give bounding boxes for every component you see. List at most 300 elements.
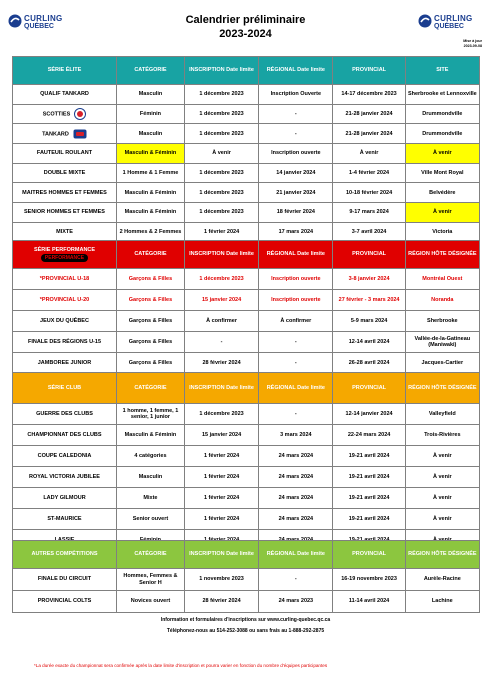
cell-text: Masculin & Féminin [124,189,177,196]
cell-text: Belvédère [429,189,456,196]
table-cell [117,290,185,311]
column-header-site: RÉGION HÔTE DÉSIGNÉE [405,541,479,569]
column-header: RÉGIONAL Date limite [259,373,333,404]
table-cell [333,311,405,332]
table-cell [184,488,258,509]
section-title-text: SÉRIE ÉLITE [47,67,82,74]
cell-text: Masculin & Féminin [124,431,177,438]
event-name [13,332,117,353]
event-name [13,446,117,467]
table-cell [405,446,479,467]
column-header: PROVINCIAL [333,57,405,85]
cell-text: CHAMPIONNAT DES CLUBS [27,431,102,438]
cell-text: Inscription ouverte [271,150,321,157]
cell-text: 24 mars 2024 [278,452,314,459]
cell-text: FINALE DU CIRCUIT [37,576,92,583]
update-label: Mise à jour [463,39,482,43]
table-cell [259,509,333,530]
scotties-logo-icon [74,108,86,120]
table-row [13,332,480,353]
table-cell [333,203,405,223]
cell-text: 9-17 mars 2024 [349,209,389,216]
table-cell [333,425,405,446]
cell-text: Noranda [431,296,454,303]
table-cell [184,163,258,183]
footnote: *La durée exacte du championnat sera confirmée après la date limite d'inscription et pourra varier en fonction du nombre d'équipes participantes [34,663,328,668]
cell-text: LADY GILMOUR [43,494,86,501]
table-cell [405,104,479,124]
table-cell [184,332,258,353]
table-cell [405,269,479,290]
section-title [13,57,117,85]
table-cell [117,591,185,613]
cell-text: - [220,338,223,345]
cell-text: Mixte [143,494,158,501]
cell-text: 3-8 janvier 2024 [348,275,390,282]
column-header: RÉGIONAL Date limite [259,57,333,85]
cell-text: Inscription Ouverte [270,91,322,98]
section-header-row [13,57,480,85]
section-title [13,373,117,404]
event-name [13,569,117,591]
section-title-text: SÉRIE CLUB [47,384,82,391]
cell-text: Inscription ouverte [271,296,321,303]
cell-text: MAITRES HOMMES ET FEMMES [22,189,107,196]
table-cell [405,85,479,105]
cell-text: Garçons & Filles [128,296,173,303]
table-cell [117,332,185,353]
cell-text: Masculin & Féminin [124,150,177,157]
cell-text: PROVINCIAL COLTS [37,598,92,605]
table-cell [184,124,258,144]
event-name [13,269,117,290]
cell-text: 24 mars 2024 [278,494,314,501]
logo-line-2: QUÉBEC [434,23,464,30]
page-subtitle-season: 2023-2024 [219,28,272,40]
table-row [13,425,480,446]
cell-text: MIXTE [56,228,73,235]
cell-text: 16-19 novembre 2023 [341,576,397,583]
table-cell [259,183,333,203]
table-cell [333,446,405,467]
table-cell [259,446,333,467]
cell-text: GUERRE DES CLUBS [36,410,93,417]
cell-text: 21 janvier 2024 [276,189,316,196]
table-row [13,404,480,425]
cell-text: Jacques-Cartier [421,359,464,366]
cell-text: SCOTTIES [42,111,71,118]
cell-text: 17 mars 2024 [278,228,314,235]
event-name [13,124,117,144]
cell-text: 1 décembre 2023 [199,189,244,196]
table-cell [184,183,258,203]
table-cell [259,163,333,183]
update-note [463,39,482,49]
cell-text: 19-21 avril 2024 [348,473,390,480]
cell-text: Lachine [431,598,453,605]
cell-text: Ville Mont Royal [421,169,464,176]
cell-text: 1 février 2024 [203,452,240,459]
column-header: PROVINCIAL [333,541,405,569]
table-cell [117,467,185,488]
table-cell [405,332,479,353]
cell-text: 1 décembre 2023 [199,110,244,117]
cell-text: Trois-Rivières [424,431,461,438]
cell-text: 19-21 avril 2024 [348,515,390,522]
table-cell [259,353,333,374]
cell-text: 24 mars 2024 [278,515,314,522]
table-cell [259,104,333,124]
table-row [13,183,480,203]
event-name [13,509,117,530]
event-name [13,104,117,124]
table-cell [184,353,258,374]
column-header: CATÉGORIE [117,57,185,85]
table-cell [259,203,333,223]
table-cell [184,446,258,467]
cell-text: Féminin [139,110,161,117]
cell-text: À venir [212,150,231,157]
cell-text: Valleyfield [428,410,456,417]
cell-text: 24 mars 2024 [278,473,314,480]
cell-text: Masculin & Féminin [124,209,177,216]
table-cell [333,124,405,144]
table-cell [117,569,185,591]
event-name [13,404,117,425]
update-date: 2023-09-08 [463,44,482,48]
table-cell [259,269,333,290]
cell-text: 1 février 2024 [203,515,240,522]
table-cell [259,311,333,332]
table-row [13,269,480,290]
cell-text: - [294,359,297,366]
column-header: RÉGIONAL Date limite [259,241,333,269]
table-cell [405,569,479,591]
cell-text: 1 février 2024 [203,536,240,543]
table-cell [405,467,479,488]
table-cell [333,332,405,353]
table-row [13,488,480,509]
cell-text: Garçons & Filles [128,338,173,345]
table-cell [405,183,479,203]
cell-text: 21-28 janvier 2024 [345,130,393,137]
section-title [13,241,117,269]
cell-text: - [294,338,297,345]
column-header-site: SITE [405,57,479,85]
cell-text: 4 catégories [134,452,167,459]
section-header-row [13,541,480,569]
table-cell [259,404,333,425]
table-cell [405,124,479,144]
table-cell [259,488,333,509]
event-name [13,591,117,613]
table-cell [259,467,333,488]
column-header-site: RÉGION HÔTE DÉSIGNÉE [405,241,479,269]
cell-text: Drummondville [422,130,463,137]
cell-text: 27 février - 3 mars 2024 [338,296,400,303]
cell-text: 3-7 avril 2024 [351,228,387,235]
table-cell [117,163,185,183]
cell-text: 14 janvier 2024 [276,169,316,176]
table-cell [184,569,258,591]
cell-text: 10-18 février 2024 [345,189,393,196]
table-row [13,163,480,183]
cell-text: Inscription ouverte [271,275,321,282]
table-cell [117,85,185,105]
table-row [13,569,480,591]
table-cell [259,569,333,591]
table-row [13,467,480,488]
event-name [13,488,117,509]
table-cell [117,509,185,530]
table-cell [184,104,258,124]
cell-text: À venir [433,150,452,157]
cell-text: JAMBOREE JUNIOR [37,359,92,366]
event-name [13,85,117,105]
table-cell [184,269,258,290]
table-row [13,85,480,105]
table-cell [333,569,405,591]
cell-text: À venir [359,150,379,157]
table-cell [405,144,479,164]
cell-text: - [294,110,297,117]
event-name [13,425,117,446]
cell-text: Vallée-de-la-Gatineau (Maniwaki) [414,335,471,348]
logo-line-1: CURLING [24,14,63,23]
cell-text: COUPE CALEDONIA [37,452,92,459]
cell-text: Garçons & Filles [128,359,173,366]
table-cell [184,425,258,446]
table-cell [184,144,258,164]
cell-text: 1 février 2024 [203,473,240,480]
table-cell [405,311,479,332]
table-cell [259,290,333,311]
footer-phone: Téléphonez-nous au 514-252-3088 ou sans frais au 1-888-292-2875 [166,628,325,634]
cell-text: DOUBLE MIXTE [43,169,86,176]
section-title-text: SÉRIE PERFORMANCE [33,246,96,253]
cell-text: À venir [433,536,452,543]
section-title [13,541,117,569]
cell-text: 2 Hommes & 2 Femmes [119,228,182,235]
event-name [13,311,117,332]
table-cell [333,488,405,509]
cell-text: Masculin [138,473,163,480]
table-cell [333,144,405,164]
table-cell [333,163,405,183]
section-header-row [13,373,480,404]
cell-text: - [294,410,297,417]
column-header: PROVINCIAL [333,241,405,269]
cell-text: 1 décembre 2023 [199,410,244,417]
table-row [13,353,480,374]
table-cell [405,290,479,311]
cell-text: À venir [433,515,452,522]
cell-text: 11-14 avril 2024 [348,598,390,605]
table-row [13,509,480,530]
table-cell [405,425,479,446]
event-name [13,203,117,223]
logo-line-1: CURLING [434,14,473,23]
table-cell [259,124,333,144]
performance-badge: PERFORMANCE [41,254,88,262]
table-cell [117,203,185,223]
column-header: INSCRIPTION Date limite [184,57,258,85]
cell-text: Drummondville [422,110,463,117]
cell-text: 5-9 mars 2024 [350,317,388,324]
table-cell [184,311,258,332]
table-row [13,591,480,613]
table-cell [259,332,333,353]
table-cell [184,85,258,105]
table-cell [333,467,405,488]
cell-text: 1 décembre 2023 [199,130,244,137]
table-cell [405,203,479,223]
table-row [13,144,480,164]
table-cell [117,404,185,425]
table-cell [333,104,405,124]
cell-text: - [294,130,297,137]
table-cell [259,85,333,105]
cell-text: À venir [433,494,452,501]
column-header: INSCRIPTION Date limite [184,373,258,404]
cell-text: QUALIF TANKARD [40,91,89,98]
cell-text: SENIOR HOMMES ET FEMMES [24,209,105,216]
cell-text: 28 février 2024 [202,598,241,605]
column-header: CATÉGORIE [117,241,185,269]
cell-text: 1 homme, 1 femme, 1 senior, 1 junior [122,407,179,420]
cell-text: 1 Homme & 1 Femme [122,169,179,176]
column-header: INSCRIPTION Date limite [184,241,258,269]
table-cell [333,509,405,530]
table-cell [259,425,333,446]
cell-text: ROYAL VICTORIA JUBILEE [29,473,100,480]
table-cell [333,183,405,203]
table-cell [117,488,185,509]
cell-text: 15 janvier 2024 [201,296,242,303]
table-cell [117,269,185,290]
table-cell [117,144,185,164]
table-cell [184,290,258,311]
cell-text: 19-21 avril 2024 [348,452,390,459]
section-header-row [13,241,480,269]
column-header: RÉGIONAL Date limite [259,541,333,569]
column-header: CATÉGORIE [117,541,185,569]
column-header: INSCRIPTION Date limite [184,541,258,569]
cell-text: *PROVINCIAL U-20 [39,296,90,303]
cell-text: 1 décembre 2023 [199,209,244,216]
cell-text: 28 février 2024 [202,359,241,366]
column-header-site: RÉGION HÔTE DÉSIGNÉE [405,373,479,404]
section-table [12,240,480,374]
cell-text: 1 février 2024 [203,228,240,235]
cell-text: Masculin [138,91,163,98]
table-cell [117,183,185,203]
section-title-text: AUTRES COMPÉTITIONS [31,551,98,558]
event-name [13,290,117,311]
table-cell [405,353,479,374]
cell-text: ST-MAURICE [47,515,82,522]
cell-text: À confirmer [280,317,312,324]
cell-text: 21-28 janvier 2024 [345,110,393,117]
table-cell [184,591,258,613]
table-cell [259,144,333,164]
cell-text: 12-14 janvier 2024 [345,410,393,417]
table-cell [405,163,479,183]
tankard-logo-icon [73,129,87,139]
table-cell [117,446,185,467]
cell-text: 18 février 2024 [276,209,315,216]
cell-text: 24 mars 2023 [278,598,314,605]
event-name [13,353,117,374]
cell-text: Montréal Ouest [422,275,463,282]
table-cell [333,290,405,311]
logo-line-2: QUÉBEC [24,23,54,30]
section-table [12,56,480,243]
table-cell [117,425,185,446]
cell-text: Victoria [432,228,453,235]
cell-text: 19-21 avril 2024 [348,494,390,501]
cell-text: 1 février 2024 [203,494,240,501]
cell-text: Aurèle-Racine [423,576,461,583]
cell-text: 1 novembre 2023 [199,576,244,583]
cell-text: Garçons & Filles [128,275,173,282]
cell-text: FAUTEUIL ROULANT [36,150,93,157]
table-cell [117,124,185,144]
cell-text: À venir [433,473,452,480]
table-row [13,311,480,332]
cell-text: 12-14 avril 2024 [348,338,390,345]
table-row [13,203,480,223]
event-name [13,467,117,488]
cell-text: 19-21 avril 2024 [348,536,390,543]
cell-text: 1-4 février 2024 [349,169,390,176]
cell-text: JEUX DU QUÉBEC [40,317,89,324]
table-cell [405,404,479,425]
event-name [13,144,117,164]
table-cell [333,85,405,105]
cell-text: Garçons & Filles [128,317,173,324]
cell-text: 22-24 mars 2024 [347,431,391,438]
cell-text: 1 décembre 2023 [199,275,244,282]
table-cell [405,591,479,613]
table-cell [184,509,258,530]
table-cell [259,591,333,613]
column-header: PROVINCIAL [333,373,405,404]
cell-text: FINALE DES RÉGIONS U-15 [27,338,102,345]
cell-text: Novices ouvert [130,598,171,605]
cell-text: Masculin [138,130,163,137]
table-cell [184,203,258,223]
section-table [12,372,480,551]
cell-text: LASSIE [54,536,75,543]
table-cell [333,269,405,290]
table-row [13,104,480,124]
column-header: CATÉGORIE [117,373,185,404]
table-row [13,290,480,311]
table-row [13,124,480,144]
cell-text: 15 janvier 2024 [201,431,242,438]
cell-text: À venir [433,209,452,216]
table-cell [117,353,185,374]
cell-text: 24 mars 2024 [278,536,314,543]
cell-text: 3 mars 2024 [280,431,312,438]
table-cell [333,353,405,374]
table-cell [333,591,405,613]
table-cell [184,404,258,425]
cell-text: TANKARD [42,131,69,138]
cell-text: Hommes, Femmes & Senior H [123,573,178,586]
table-cell [184,467,258,488]
